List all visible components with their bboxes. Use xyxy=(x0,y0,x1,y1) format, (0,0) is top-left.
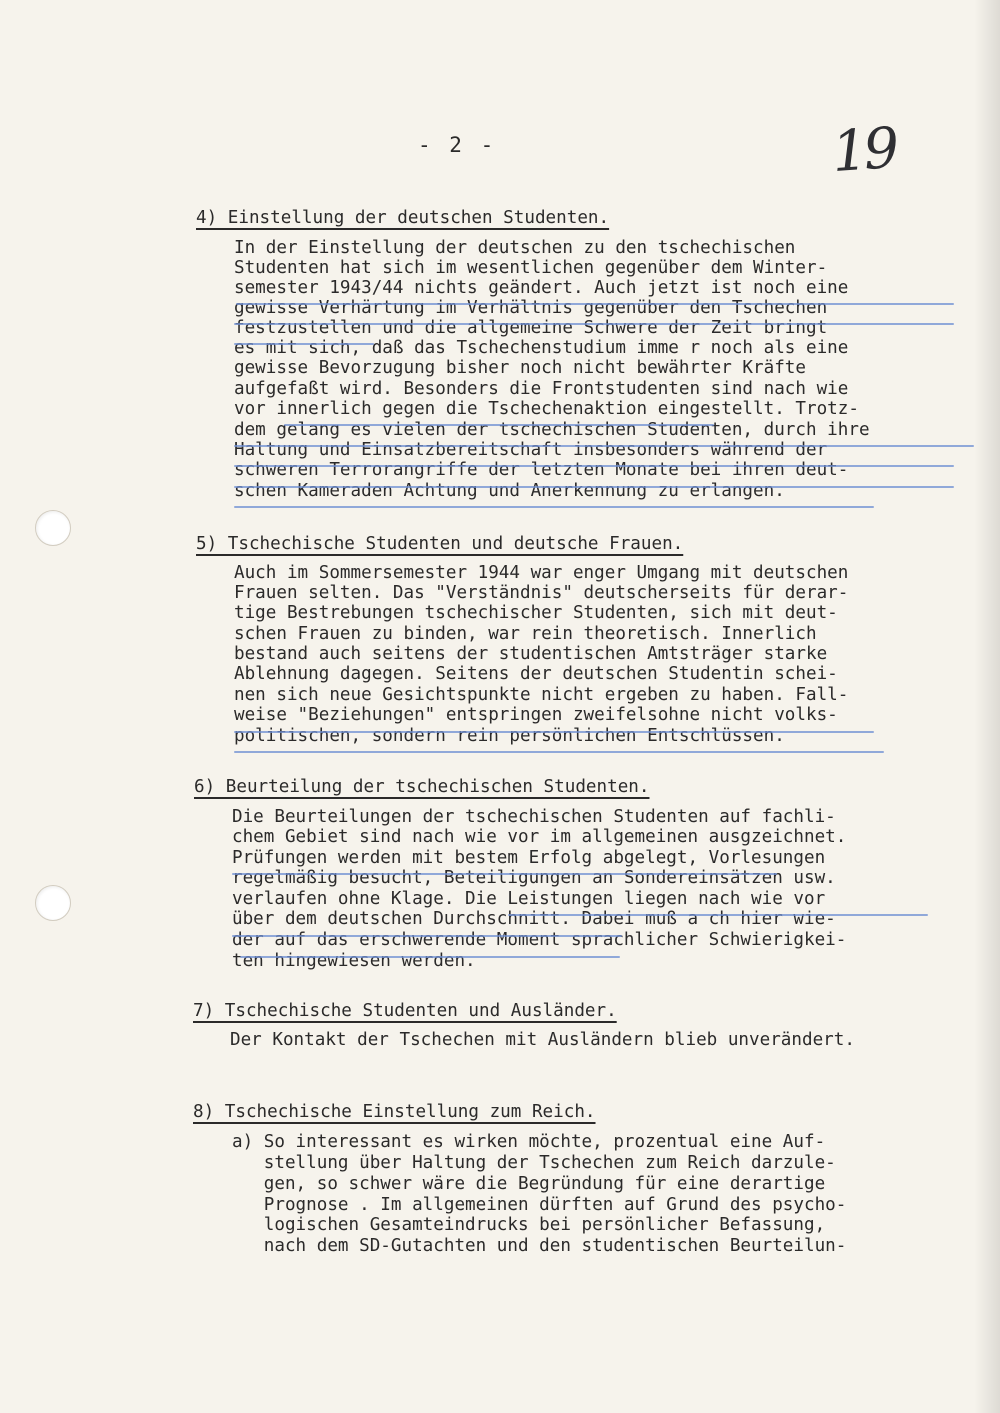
handwritten-folio-number: 19 xyxy=(829,115,898,186)
section-4-line: schweren Terrorangriffe der letzten Monate bei ihren deut- xyxy=(234,460,849,480)
blue-pencil-underline xyxy=(236,303,954,305)
section-4-line: semester 1943/44 nichts geändert. Auch jetzt ist noch eine xyxy=(234,278,849,298)
section-4-line: In der Einstellung der deutschen zu den tschechischen xyxy=(234,238,796,258)
section-6-line: regelmäßig besucht, Beteiligungen an Sondereinsätzen usw. xyxy=(232,868,836,888)
blue-pencil-underline xyxy=(232,935,622,937)
section-8-line: a) So interessant es wirken möchte, prozentual eine Auf- xyxy=(232,1132,826,1152)
blue-pencil-underline xyxy=(234,343,374,345)
section-4-line: gewisse Verhärtung im Verhältnis gegenüber den Tschechen xyxy=(234,298,828,318)
section-8-heading: 8) Tschechische Einstellung zum Reich. xyxy=(193,1102,596,1122)
section-7-line: Der Kontakt der Tschechen mit Ausländern blieb unverändert. xyxy=(230,1030,855,1050)
blue-pencil-underline xyxy=(234,506,874,508)
section-6-line: chem Gebiet sind nach wie vor im allgemeinen ausgzeichnet. xyxy=(232,827,847,847)
blue-pencil-underline xyxy=(508,914,928,916)
section-4-line: Studenten hat sich im wesentlichen gegenüber dem Winter- xyxy=(234,258,828,278)
section-5-line: Ablehnung dagegen. Seitens der deutschen Studentin schei- xyxy=(234,664,838,684)
section-8-line: stellung über Haltung der Tschechen zum Reich darzule- xyxy=(232,1153,836,1173)
punch-hole-top xyxy=(35,510,71,546)
blue-pencil-underline xyxy=(234,445,974,447)
section-7-heading: 7) Tschechische Studenten und Ausländer. xyxy=(193,1001,617,1021)
section-6-line: über dem deutschen Durchschnitt. Dabei muß a ch hier wie- xyxy=(232,909,836,929)
blue-pencil-underline xyxy=(234,465,954,467)
section-6-line: Die Beurteilungen der tschechischen Studenten auf fachli- xyxy=(232,807,836,827)
blue-pencil-underline xyxy=(234,731,874,733)
blue-pencil-underline xyxy=(234,751,884,753)
blue-pencil-underline xyxy=(284,424,714,426)
page-number: - 2 - xyxy=(418,133,497,157)
section-5-line: nen sich neue Gesichtspunkte nicht ergeben zu haben. Fall- xyxy=(234,685,849,705)
section-6-line: Prüfungen werden mit bestem Erfolg abgelegt, Vorlesungen xyxy=(232,848,826,868)
section-6-heading: 6) Beurteilung der tschechischen Studenten. xyxy=(194,777,650,797)
section-4-line: vor innerlich gegen die Tschechenaktion eingestellt. Trotz- xyxy=(234,399,859,419)
punch-hole-bottom xyxy=(35,885,71,921)
section-6-line: der auf das erschwerende Moment sprachlicher Schwierigkei- xyxy=(232,930,847,950)
section-5-heading: 5) Tschechische Studenten und deutsche Frauen. xyxy=(196,534,684,554)
section-5-line: schen Frauen zu binden, war rein theoretisch. Innerlich xyxy=(234,624,817,644)
section-8-line: gen, so schwer wäre die Begründung für eine derartige xyxy=(232,1174,826,1194)
section-8-line: Prognose . Im allgemeinen dürften auf Grund des psycho- xyxy=(232,1195,847,1215)
section-4-line: schen Kameraden Achtung und Anerkennung zu erlangen. xyxy=(234,481,785,501)
section-6-line: verlaufen ohne Klage. Die Leistungen liegen nach wie vor xyxy=(232,889,826,909)
blue-pencil-underline xyxy=(234,486,954,488)
section-4-line: Haltung und Einsatzbereitschaft insbesonders während der xyxy=(234,440,828,460)
section-4-line: aufgefaßt wird. Besonders die Frontstudenten sind nach wie xyxy=(234,379,849,399)
section-5-line: tige Bestrebungen tschechischer Studenten, sich mit deut- xyxy=(234,603,838,623)
section-4-line: gewisse Bevorzugung bisher noch nicht bewährter Kräfte xyxy=(234,358,806,378)
section-8-line: logischen Gesamteindrucks bei persönlicher Befassung, xyxy=(232,1215,826,1235)
section-5-line: weise "Beziehungen" entspringen zweifelsohne nicht volks- xyxy=(234,705,838,725)
section-5-line: Frauen selten. Das "Verständnis" deutscherseits für derar- xyxy=(234,583,849,603)
section-4-line: dem gelang es vielen der tschechischen Studenten, durch ihre xyxy=(234,420,870,440)
section-8-line: nach dem SD-Gutachten und den studentischen Beurteilun- xyxy=(232,1236,847,1256)
section-4-line: festzustellen und die allgemeine Schwere der Zeit bringt xyxy=(234,318,828,338)
section-5-line: bestand auch seitens der studentischen Amtsträger starke xyxy=(234,644,828,664)
section-5-line: Auch im Sommersemester 1944 war enger Umgang mit deutschen xyxy=(234,563,849,583)
blue-pencil-underline xyxy=(234,323,954,325)
blue-pencil-underline xyxy=(232,873,777,875)
section-4-line: es mit sich, daß das Tschechenstudium imme r noch als eine xyxy=(234,338,849,358)
section-6-line: ten hingewiesen werden. xyxy=(232,951,476,971)
page-edge-shadow xyxy=(974,0,1000,1413)
section-4-heading: 4) Einstellung der deutschen Studenten. xyxy=(196,208,610,228)
blue-pencil-underline xyxy=(240,956,620,958)
section-5-line: politischen, sondern rein persönlichen Entschlüssen. xyxy=(234,726,785,746)
